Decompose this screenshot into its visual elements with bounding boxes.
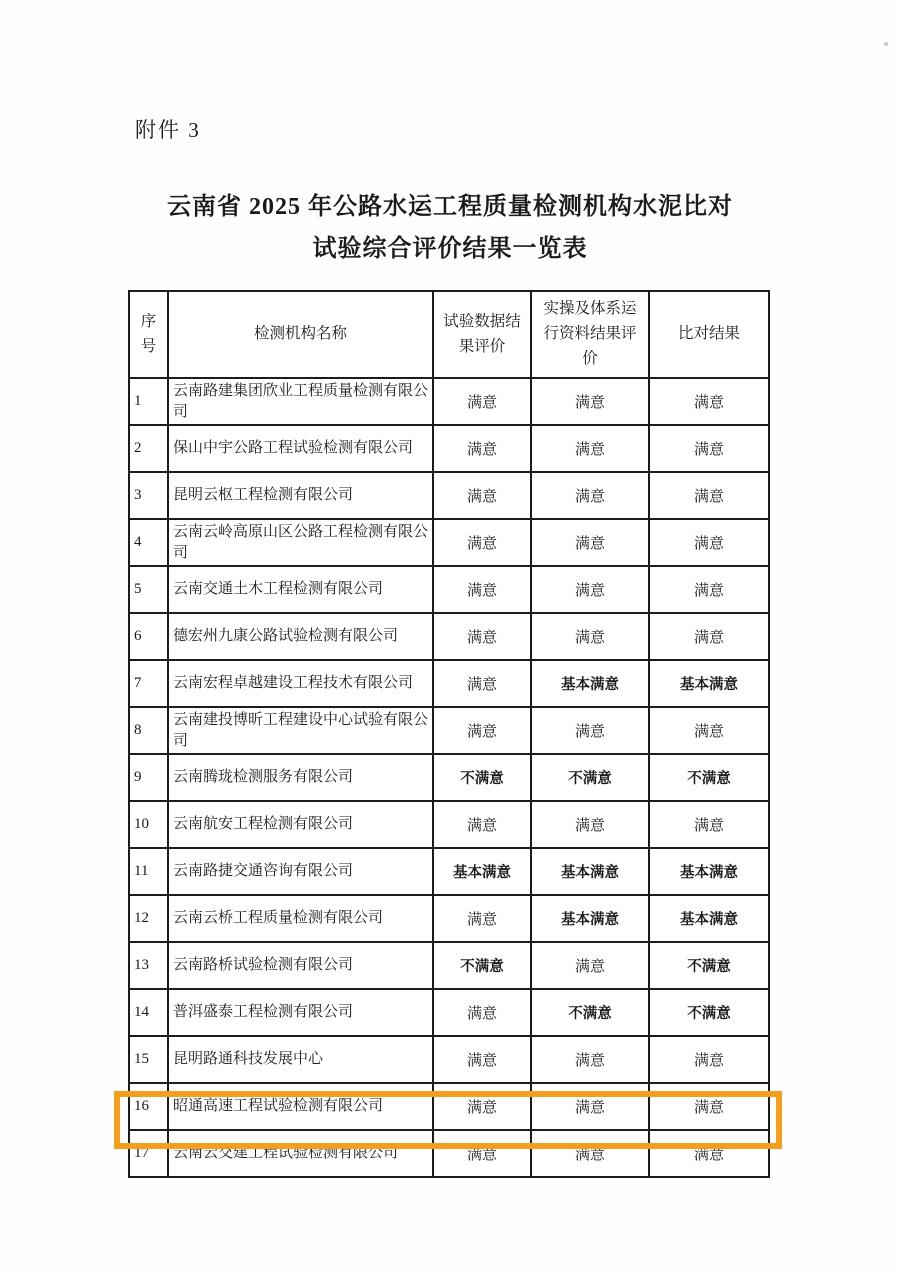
institution-name-cell: 云南云交建工程试验检测有限公司 [168,1130,433,1177]
comparison-result-cell: 不满意 [649,754,769,801]
scan-artifact [884,42,888,46]
document-title [0,186,900,270]
test-data-eval-cell: 满意 [433,801,531,848]
institution-name-cell: 云南路建集团欣业工程质量检测有限公司 [168,378,433,425]
operation-eval-cell: 满意 [531,1130,649,1177]
institution-name-cell: 昆明云枢工程检测有限公司 [168,472,433,519]
institution-name-cell: 昆明路通科技发展中心 [168,1036,433,1083]
operation-eval-cell: 满意 [531,942,649,989]
row-number-cell: 14 [129,989,168,1036]
row-number-cell: 16 [129,1083,168,1130]
comparison-result-cell: 不满意 [649,989,769,1036]
comparison-result-cell: 基本满意 [649,660,769,707]
row-number-cell: 5 [129,566,168,613]
comparison-result-cell: 满意 [649,801,769,848]
operation-eval-cell: 满意 [531,378,649,425]
comparison-result-cell: 不满意 [649,942,769,989]
institution-name-cell: 昭通高速工程试验检测有限公司 [168,1083,433,1130]
table-row [129,895,769,942]
institution-name-cell: 云南腾珑检测服务有限公司 [168,754,433,801]
evaluation-results-table [128,290,770,1178]
operation-eval-cell: 不满意 [531,754,649,801]
table-row [129,848,769,895]
institution-name-cell: 云南建投博昕工程建设中心试验有限公司 [168,707,433,754]
institution-name-cell: 云南路捷交通咨询有限公司 [168,848,433,895]
table-header-row [129,291,769,378]
column-header-operation-eval: 实操及体系运行资料结果评价 [531,291,649,378]
row-number-cell: 2 [129,425,168,472]
institution-name-cell: 云南航安工程检测有限公司 [168,801,433,848]
comparison-result-cell: 满意 [649,707,769,754]
comparison-result-cell: 满意 [649,1130,769,1177]
institution-name-cell: 德宏州九康公路试验检测有限公司 [168,613,433,660]
table-row [129,942,769,989]
institution-name-cell: 云南路桥试验检测有限公司 [168,942,433,989]
operation-eval-cell: 满意 [531,519,649,566]
operation-eval-cell: 满意 [531,1083,649,1130]
comparison-result-cell: 满意 [649,472,769,519]
column-header-institution-name: 检测机构名称 [168,291,433,378]
operation-eval-cell: 满意 [531,472,649,519]
row-number-cell: 6 [129,613,168,660]
test-data-eval-cell: 满意 [433,895,531,942]
test-data-eval-cell: 不满意 [433,942,531,989]
column-header-number: 序号 [129,291,168,378]
table-row [129,660,769,707]
institution-name-cell: 保山中宇公路工程试验检测有限公司 [168,425,433,472]
table-row [129,378,769,425]
test-data-eval-cell: 满意 [433,1130,531,1177]
comparison-result-cell: 基本满意 [649,895,769,942]
test-data-eval-cell: 满意 [433,613,531,660]
operation-eval-cell: 满意 [531,613,649,660]
operation-eval-cell: 满意 [531,425,649,472]
attachment-label: 附件 3 [135,118,201,142]
comparison-result-cell: 满意 [649,378,769,425]
operation-eval-cell: 满意 [531,566,649,613]
table-row [129,754,769,801]
table-row [129,1083,769,1130]
row-number-cell: 12 [129,895,168,942]
test-data-eval-cell: 满意 [433,378,531,425]
institution-name-cell: 云南云桥工程质量检测有限公司 [168,895,433,942]
operation-eval-cell: 满意 [531,1036,649,1083]
test-data-eval-cell: 基本满意 [433,848,531,895]
document-title-line2: 试验综合评价结果一览表 [312,236,588,262]
table-body [129,378,769,1177]
row-number-cell: 10 [129,801,168,848]
row-number-cell: 8 [129,707,168,754]
row-number-cell: 1 [129,378,168,425]
row-number-cell: 13 [129,942,168,989]
table-row [129,707,769,754]
test-data-eval-cell: 满意 [433,1036,531,1083]
test-data-eval-cell: 满意 [433,707,531,754]
institution-name-cell: 云南交通土木工程检测有限公司 [168,566,433,613]
test-data-eval-cell: 满意 [433,519,531,566]
table-row [129,1036,769,1083]
row-number-cell: 7 [129,660,168,707]
comparison-result-cell: 满意 [649,1083,769,1130]
test-data-eval-cell: 满意 [433,1083,531,1130]
row-number-cell: 9 [129,754,168,801]
institution-name-cell: 云南宏程卓越建设工程技术有限公司 [168,660,433,707]
table-row [129,801,769,848]
table-row [129,425,769,472]
row-number-cell: 15 [129,1036,168,1083]
table-row [129,519,769,566]
table-row [129,566,769,613]
column-header-comparison-result: 比对结果 [649,291,769,378]
comparison-result-cell: 满意 [649,566,769,613]
row-number-cell: 3 [129,472,168,519]
test-data-eval-cell: 满意 [433,566,531,613]
comparison-result-cell: 满意 [649,1036,769,1083]
test-data-eval-cell: 满意 [433,425,531,472]
operation-eval-cell: 满意 [531,707,649,754]
comparison-result-cell: 基本满意 [649,848,769,895]
operation-eval-cell: 不满意 [531,989,649,1036]
test-data-eval-cell: 不满意 [433,754,531,801]
operation-eval-cell: 基本满意 [531,895,649,942]
document-title-line1: 云南省 2025 年公路水运工程质量检测机构水泥比对 [167,194,733,220]
test-data-eval-cell: 满意 [433,989,531,1036]
comparison-result-cell: 满意 [649,613,769,660]
table-row [129,989,769,1036]
row-number-cell: 11 [129,848,168,895]
test-data-eval-cell: 满意 [433,472,531,519]
comparison-result-cell: 满意 [649,425,769,472]
institution-name-cell: 普洱盛泰工程检测有限公司 [168,989,433,1036]
test-data-eval-cell: 满意 [433,660,531,707]
table-row [129,472,769,519]
column-header-test-data-eval: 试验数据结果评价 [433,291,531,378]
institution-name-cell: 云南云岭高原山区公路工程检测有限公司 [168,519,433,566]
row-number-cell: 17 [129,1130,168,1177]
operation-eval-cell: 基本满意 [531,660,649,707]
operation-eval-cell: 满意 [531,801,649,848]
comparison-result-cell: 满意 [649,519,769,566]
table-row [129,1130,769,1177]
row-number-cell: 4 [129,519,168,566]
table-row [129,613,769,660]
operation-eval-cell: 基本满意 [531,848,649,895]
